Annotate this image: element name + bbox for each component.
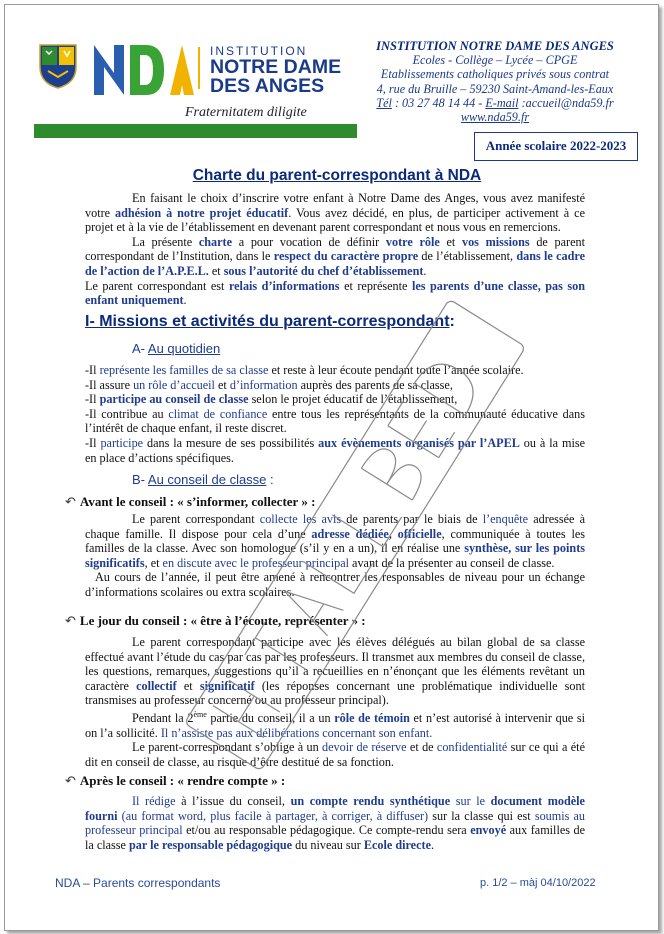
during-paragraph-1: Le parent correspondant participe avec les élèves délégués au bilan global de sa classe effectué avant l’étude du cas par cas par les professeurs. Il transmet aux membres du conseil de classe, les questions, remarques, suggestions qu’il a recueillies en n’énonçant que les éléments revêtant un caractère collectif et significatif (les réponses concernant une problématique individuelle sont transmises au professeur concerné ou au professeur principal). bbox=[85, 635, 585, 708]
section-1-heading: I- Missions et activités du parent-correspondant: bbox=[85, 313, 455, 330]
watermark-stamp bbox=[145, 255, 565, 815]
tel-label: Tél bbox=[376, 95, 392, 110]
bullet-icon: ↶ bbox=[65, 613, 76, 628]
logo-institution: INSTITUTION bbox=[210, 44, 308, 58]
document-title bbox=[5, 167, 659, 185]
contact-phone-email bbox=[360, 96, 630, 110]
contact-line3: 4, rue du Bruille – 59230 Saint-Amand-les-Eaux bbox=[376, 81, 614, 96]
subsection-a-heading: A- Au quotidien bbox=[132, 341, 221, 356]
during-paragraph-2: Pendant la 2ème partie du conseil, il a un rôle de témoin et n’est autorisé à intervenir que si on l’a sollicité. Il n’assiste pas aux délibérations concernant son enfant. bbox=[85, 709, 585, 740]
school-year-box: Année scolaire 2022-2023 bbox=[474, 132, 638, 161]
logo-separator bbox=[198, 47, 200, 89]
website-text[interactable]: www.nda59.fr bbox=[460, 110, 530, 125]
before-paragraph-1: Le parent correspondant collecte les avis de parents par le biais de l’enquête adressée à chaque famille. Il dispose pour cela d’une adresse dédiée, officielle, communiquée à toutes les familles de la classe. Avec son homologue (s’il y en a un), il en réalise une synthèse, sur les points significatifs, et en discute avec le professeur principal avant de la présenter au conseil de classe. bbox=[85, 512, 586, 570]
logo-name-line1: NOTRE DAME bbox=[210, 56, 342, 78]
list-item: -Il contribue au climat de confiance entre tous les représentants de la communauté éducative dans l’intérêt de chaque enfant, il reste discret. bbox=[85, 406, 585, 436]
logo-name-line2: DES ANGES bbox=[210, 75, 325, 97]
intro-paragraph-2: La présente charte a pour vocation de définir votre rôle et vos missions de parent correspondant de l’Institution, dans le respect du caractère propre de l’établissement, dans le cadre de l’action de l’A.P.E.L. et sous l’autorité du chef d’établissement. bbox=[85, 234, 585, 278]
subsection-b-heading: B- Au conseil de classe : bbox=[132, 472, 274, 487]
contact-line1: Ecoles - Collège – Lycée – CPGE bbox=[412, 53, 578, 68]
crest-logo bbox=[38, 43, 78, 89]
email-label: E-mail bbox=[485, 95, 519, 110]
list-item: -Il représente les familles de sa classe et reste à leur écoute pendant toute l’année scolaire. bbox=[85, 363, 524, 377]
list-item: -Il assure un rôle d’accueil et d’information auprès des parents de sa classe, bbox=[85, 377, 453, 392]
website-link[interactable] bbox=[360, 110, 630, 124]
contact-title: INSTITUTION NOTRE DAME DES ANGES bbox=[376, 39, 614, 53]
during-paragraph-3: Le parent-correspondant s’oblige à un devoir de réserve et de confidentialité sur ce qui a été dit en conseil de classe, au risque d’être destitué de sa fonction. bbox=[85, 740, 585, 769]
contact-line2: Etablissements catholiques privés sous contrat bbox=[380, 67, 610, 82]
document-page bbox=[4, 4, 659, 931]
during-council-heading: ↶ Le jour du conseil : « être à l’écoute, représenter » : bbox=[65, 613, 366, 628]
bullet-icon: ↶ bbox=[65, 773, 76, 788]
before-paragraph-2: Au cours de l’année, il peut être amené à rencontrer les responsables de niveau pour un échange d’informations scolaires ou extra scolaires. bbox=[85, 570, 585, 599]
footer-left: NDA – Parents correspondants bbox=[55, 876, 221, 890]
before-council-heading: ↶ Avant le conseil : « s’informer, collecter » : bbox=[65, 494, 316, 509]
after-council-heading: ↶ Après le conseil : « rendre compte » : bbox=[65, 773, 286, 788]
green-bar bbox=[34, 124, 357, 138]
list-item: -Il participe dans la mesure de ses possibilités aux évènements organisés par l’APEL ou à la mise en place d’actions spécifiques. bbox=[85, 435, 585, 465]
after-paragraph-1: Il rédige à l’issue du conseil, un compte rendu synthétique sur le document modèle fourni (au format word, plus facile à partager, à corriger, à diffuser) sur la classe qui est soumis au professeur principal et/ou au responsable pédagogique. Ce compte-rendu sera envoyé aux familles de la classe par le responsable pédagogique du niveau sur Ecole directe. bbox=[85, 794, 586, 852]
footer-right: p. 1/2 – màj 04/10/2022 bbox=[480, 877, 596, 889]
intro-paragraph-1: En faisant le choix d’inscrire votre enfant à Notre Dame des Anges, vous avez manifesté votre adhésion à notre projet éducatif. Vous avez décidé, en plus, de participer activement à ce projet et à la vie de l’établissement en devenant parent correspondant et nous vous en remercions. bbox=[85, 191, 585, 235]
list-item: -Il participe au conseil de classe selon le projet éducatif de l’établissement, bbox=[85, 392, 458, 407]
logo-name bbox=[210, 58, 341, 96]
document-title-text: Charte du parent-correspondant à NDA bbox=[192, 167, 482, 184]
intro-paragraph-3: Le parent correspondant est relais d’informations et représente les parents d’une classe, pas son enfant uniquement. bbox=[85, 278, 585, 308]
contact-block bbox=[360, 39, 630, 124]
bullet-icon: ↶ bbox=[65, 494, 76, 509]
email-value[interactable]: :accueil@nda59.fr bbox=[518, 95, 614, 110]
motto: Fraternitatem diligite bbox=[185, 105, 307, 120]
tel-value: : 03 27 48 14 44 - bbox=[391, 95, 486, 110]
nda-logo bbox=[92, 39, 197, 99]
